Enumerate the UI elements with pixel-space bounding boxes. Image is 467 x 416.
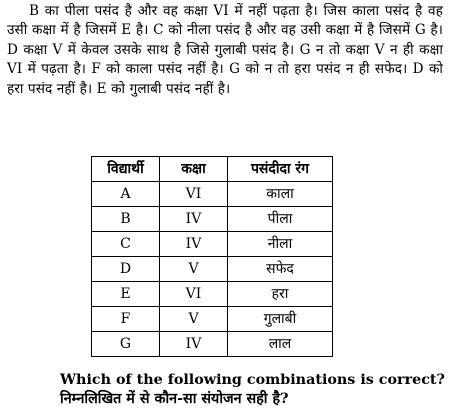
cell-class: V [160,307,228,332]
table-header-row [92,157,333,182]
table-row [92,232,333,257]
cell-class: V [160,257,228,282]
cell-class: IV [160,207,228,232]
cell-student: E [92,282,160,307]
table-row [92,182,333,207]
cell-student: C [92,232,160,257]
question-hindi: निम्नलिखित में से कौन-सा संयोजन सही है? [60,391,289,407]
cell-color: हरा [228,282,333,307]
cell-color: पीला [228,207,333,232]
table-row [92,332,333,357]
cell-class: IV [160,232,228,257]
cell-color: नीला [228,232,333,257]
cell-color: लाल [228,332,333,357]
header-favorite-color: पसंदीदा रंग [228,157,333,182]
cell-color: सफेद [228,257,333,282]
table-row [92,282,333,307]
cell-color: गुलाबी [228,307,333,332]
cell-class: VI [160,282,228,307]
passage-text: B का पीला पसंद है और वह कक्षा VI में नहीं पढ़ता है। जिस काला पसंद है वह उसी कक्षा में है जिसमें E है। C को नीला पसंद है और वह उसी कक्षा में है जिसमें G है। D कक्षा V में केवल उसके साथ है जिसे गुलाबी पसंद है। G न तो कक्षा V न ही कक्षा VI में पढ़ता है। F को काला पसंद नहीं है। G को न तो हरा पसंद न ही सफेद। D को हरा पसंद नहीं है। E को गुलाबी पसंद नहीं है। [7,3,443,97]
table-header [92,157,333,182]
cell-student: G [92,332,160,357]
table-body [92,182,333,357]
cell-student: B [92,207,160,232]
header-class: कक्षा [160,157,228,182]
question-block [60,371,445,409]
student-class-color-table [91,156,333,357]
cell-class: VI [160,182,228,207]
cell-student: F [92,307,160,332]
cell-class: IV [160,332,228,357]
question-english: Which of the following combinations is correct? [60,372,445,388]
cell-color: काला [228,182,333,207]
table-row [92,257,333,282]
header-student: विद्यार्थी [92,157,160,182]
cell-student: D [92,257,160,282]
table-row [92,307,333,332]
cell-student: A [92,182,160,207]
table-row [92,207,333,232]
passage-block [7,2,443,99]
